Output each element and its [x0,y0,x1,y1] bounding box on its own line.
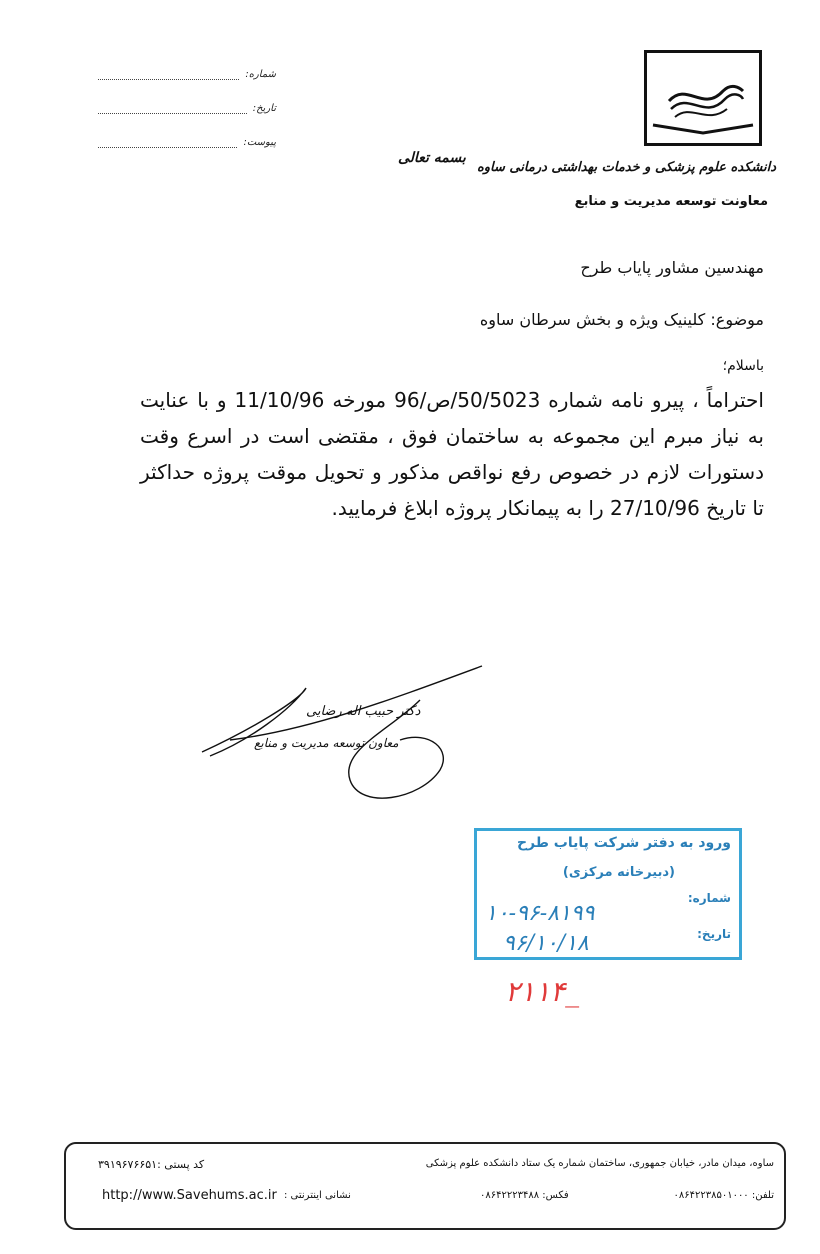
greeting: باسلام؛ [722,358,764,374]
stamp-subtitle: (دبیرخانه مرکزی) [562,865,675,880]
department-name: معاونت توسعه مدیریت و منابع [574,194,768,209]
stamp-date-label: تاریخ: [697,927,731,941]
footer-phone: تلفن: ۰۸۶۴۲۲۳۸۵۰۱۰۰۰ [673,1190,774,1201]
recipient: مهندسین مشاور پایاب طرح [580,258,764,277]
attachment-dotted-line [98,137,237,148]
footer-postal-code: کد پستی :۳۹۱۹۶۷۶۶۵۱ [98,1158,205,1171]
stamp-date-value: ۹۶/۱۰/۱۸ [503,931,589,956]
received-stamp [474,828,742,960]
signature-scribble-icon [190,660,490,810]
attachment-field [98,130,276,148]
subject: موضوع: کلینیک ویژه و بخش سرطان ساوه [479,310,764,329]
signatory-title: معاون توسعه مدیریت و منابع [254,736,399,750]
footer-address: ساوه، میدان مادر، خیابان جمهوری، ساختمان شماره یک ستاد دانشکده علوم پزشکی [425,1158,774,1169]
footer-box [64,1142,786,1230]
number-dotted-line [98,69,239,80]
date-label: تاریخ: [252,103,276,114]
number-label: شماره: [245,69,276,80]
stamp-number-value: ۱۰-۹۶-۸۱۹۹ [485,901,595,926]
footer-web-label: نشانی اینترنتی : [284,1190,351,1201]
attachment-label: پیوست: [243,137,276,148]
stamp-title: ورود به دفتر شرکت پایاب طرح [516,835,731,851]
footer-url[interactable]: http://www.Savehums.ac.ir [102,1188,277,1203]
open-book-logo-icon [644,50,762,146]
letter-body: احتراماً ، پیرو نامه شماره 50/5023/ص/96 مورخه 11/10/96 و با عنایت به نیاز مبرم این مجموعه به ساختمان فوق ، مقتضی است در اسرع وقت دستورات لازم در خصوص رفع نواقص مذکور و تحویل موقت پروژه حداکثر تا تاریخ 27/10/96 را به پیمانکار پروژه ابلاغ فرمایید. [140,388,764,520]
signatory-name: دکتر حبیب اله رضایی [306,704,421,719]
university-name: دانشکده علوم پزشکی و خدمات بهداشتی درمانی ساوه [476,160,776,175]
handwritten-red-note: ۲۱۱۴_ [505,975,580,1008]
date-field [98,96,276,114]
stamp-number-label: شماره: [687,891,731,905]
date-dotted-line [98,103,247,114]
footer-fax: فکس: ۰۸۶۴۲۲۲۳۴۸۸ [480,1190,569,1201]
number-field [98,62,276,80]
basmala: بسمه تعالی [398,150,466,166]
